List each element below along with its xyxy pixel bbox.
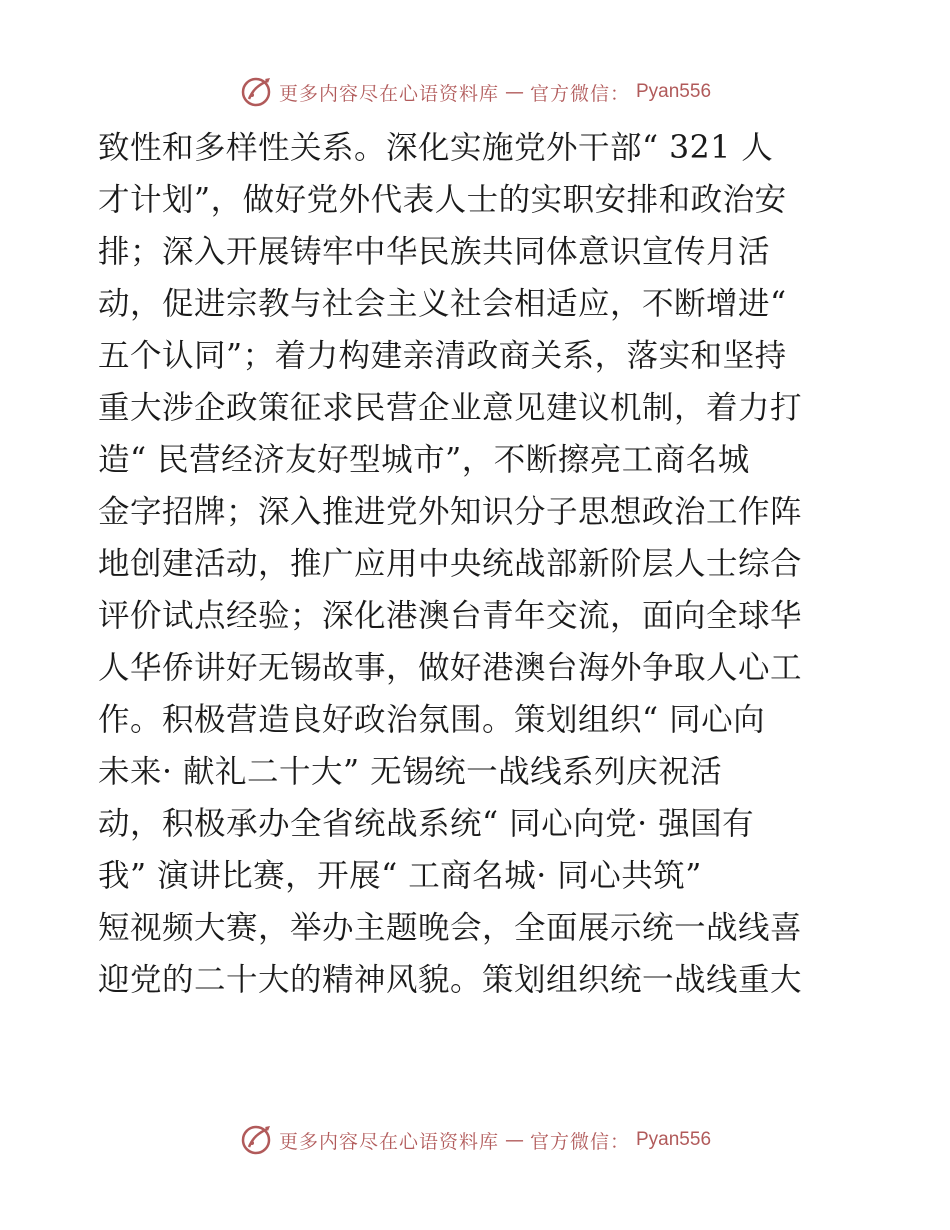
watermark-id: Pyan556 xyxy=(636,81,712,102)
text-line: 动，积极承办全省统战系统“ 同心向党· 强国有 xyxy=(98,806,755,842)
text-line: 地创建活动，推广应用中央统战部新阶层人士综合 xyxy=(98,546,803,582)
text-line: 短视频大赛，举办主题晚会，全面展示统一战线喜 xyxy=(98,910,803,946)
watermark-site-text: 更多内容尽在心语资料库 xyxy=(278,1130,499,1153)
text-line: 人华侨讲好无锡故事，做好港澳台海外争取人心工 xyxy=(98,650,803,686)
watermark-separator: — xyxy=(504,81,524,103)
watermark-separator: — xyxy=(504,1129,524,1151)
logo-icon xyxy=(239,1123,273,1157)
watermark-site-text: 更多内容尽在心语资料库 xyxy=(278,82,499,105)
text-line: 动，促进宗教与社会主义社会相适应，不断增进“ xyxy=(98,286,787,322)
text-line: 重大涉企政策征求民营企业意见建议机制，着力打 xyxy=(98,390,803,426)
text-line: 排；深入开展铸牢中华民族共同体意识宣传月活 xyxy=(98,234,771,270)
text-line: 才计划”，做好党外代表人士的实职安排和政治安 xyxy=(98,182,787,218)
watermark-label: 官方微信： xyxy=(529,1130,630,1153)
text-line: 造“ 民营经济友好型城市”，不断擦亮工商名城 xyxy=(98,442,750,478)
text-line: 迎党的二十大的精神风貌。策划组织统一战线重大 xyxy=(98,962,803,998)
text-line: 金字招牌；深入推进党外知识分子思想政治工作阵 xyxy=(98,494,803,530)
watermark-label: 官方微信： xyxy=(529,82,630,105)
text-line: 我” 演讲比赛，开展“ 工商名城· 同心共筑” xyxy=(98,858,702,894)
text-line: 五个认同”；着力构建亲清政商关系，落实和坚持 xyxy=(98,338,787,374)
text-line: 致性和多样性关系。深化实施党外干部“ 321 人 xyxy=(98,130,774,166)
logo-icon xyxy=(239,75,273,109)
footer-watermark xyxy=(0,1118,950,1162)
text-line: 作。积极营造良好政治氛围。策划组织“ 同心向 xyxy=(98,702,766,738)
text-line: 未来· 献礼二十大” 无锡统一战线系列庆祝活 xyxy=(98,754,723,790)
header-watermark xyxy=(0,70,950,114)
text-line: 评价试点经验；深化港澳台青年交流，面向全球华 xyxy=(98,598,803,634)
watermark-id: Pyan556 xyxy=(636,1129,712,1150)
document-body xyxy=(98,122,858,1006)
